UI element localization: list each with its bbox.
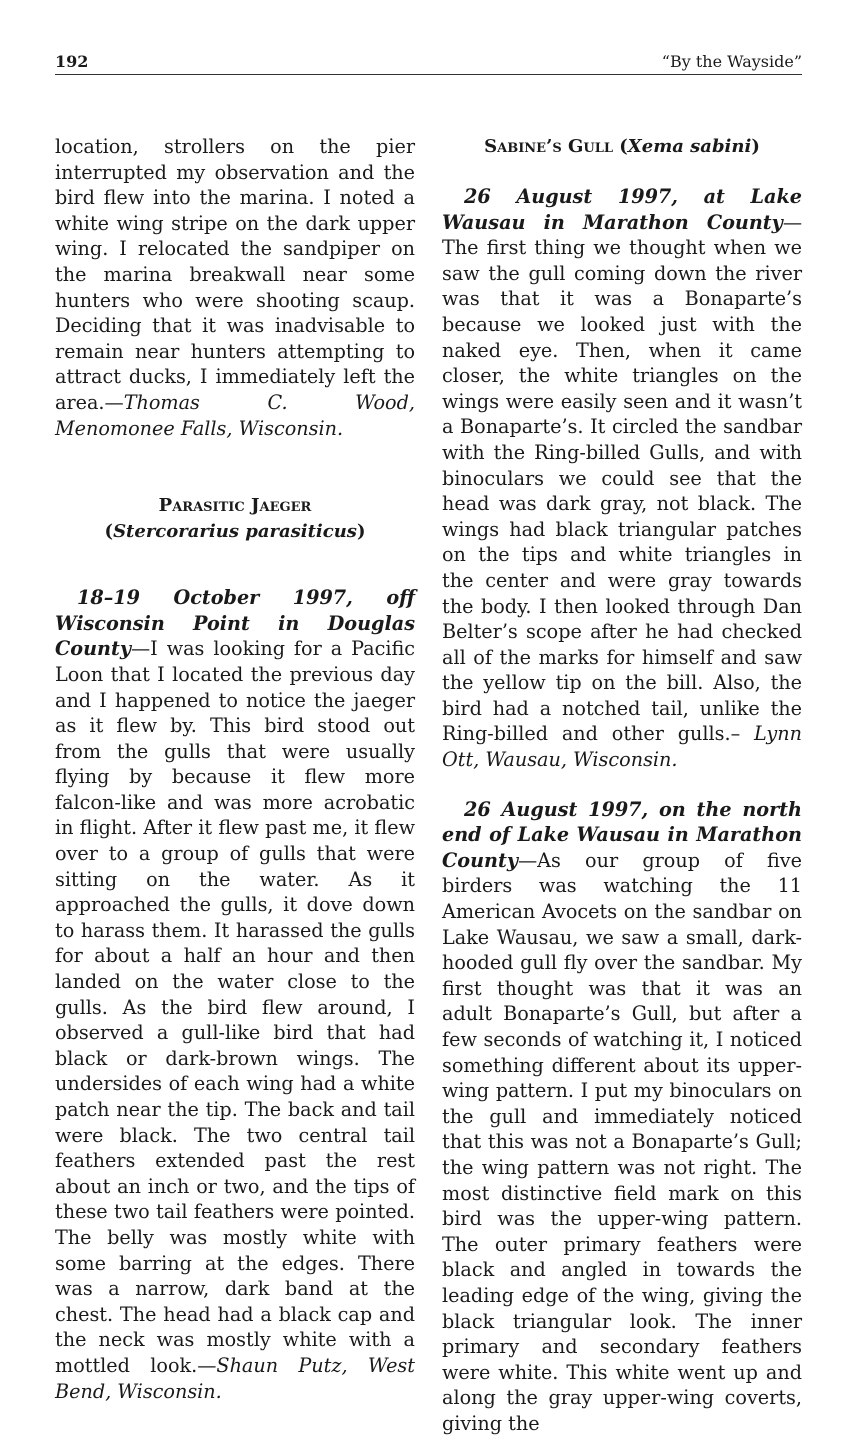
running-header	[55, 50, 802, 75]
entry-date-location: 26 August 1997, on the north end of Lake Wausau in Marathon County	[442, 797, 802, 872]
entry-dash: —	[130, 637, 151, 661]
right-column	[442, 134, 802, 1437]
entry-date-location: 18–19 October 1997, off Wisconsin Point in Douglas County	[55, 586, 415, 661]
entry-author: Lynn Ott, Wausau, Wisconsin.	[442, 722, 802, 772]
entry-author: Shaun Putz, West Bend, Wisconsin.	[55, 1353, 415, 1403]
entry-text: As our group of five birders was watching the 11 American Avocets on the sandbar on Lake Wausau, we saw a small, dark-hooded gull fly over the sandbar. My first thought was that it was an adult Bonaparte’s Gull, but after a few seconds of watching it, I noticed something different about its upper-wing pattern. I put my binoculars on the gull and immediately noticed that this was not a Bonaparte’s Gull; the wing pattern was not right. The most distinctive field mark on this bird was the upper-wing pattern. The outer primary feathers were black and angled in towards the leading edge of the wing, giving the black triangular look. The inner primary and secondary feathers were white. This white went up and along the gray upper-wing coverts, giving the	[442, 848, 802, 1435]
sabines-entry-2	[442, 797, 802, 1437]
species-heading-sabines-gull: Sabine’s Gull (Xema sabini)	[484, 136, 760, 157]
species-common-name: Sabine’s Gull	[484, 136, 613, 157]
species-scientific-name: Stercorarius parasiticus	[113, 521, 357, 543]
species-heading-jaeger: Parasitic Jaeger (Stercorarius parasiticus)	[55, 493, 415, 545]
entry-dash: —	[517, 848, 538, 872]
page-number: 192	[55, 52, 89, 71]
entry-text: The first thing we thought when we saw the gull coming down the river was that it was a Bonaparte’s because we looked just with the naked eye. Then, when it came closer, the white triangles on the wings were easily seen and it wasn’t a Bonaparte’s. It circled the sandbar with the Ring-billed Gulls, and with binoculars we could see that the head was dark gray, not black. The wings had black triangular patches on the tips and white triangles in the center and were gray towards the body. I then looked through Dan Belter’s scope after he had checked all of the marks for himself and saw the yellow tip on the bill. Also, the bird had a notched tail, unlike the Ring-billed and other gulls.–	[442, 236, 802, 746]
running-title: “By the Wayside”	[661, 52, 802, 71]
entry-text: I was looking for a Pacific Loon that I located the previous day and I happened to notice the jaeger as it flew by. This bird stood out from the gulls that were usually flying by because it flew more falcon-like and was more acrobatic in flight. After it flew past me, it flew over to a group of gulls that were sitting on the water. As it approached the gulls, it dove down to harass them. It harassed the gulls for about a half an hour and then landed on the water close to the gulls. As the bird flew around, I observed a gull-like bird that had black or dark-brown wings. The undersides of each wing had a white patch near the tip. The back and tail were black. The two central tail feathers extended past the rest about an inch or two, and the tips of these two tail feathers were pointed. The belly was mostly white with some barring at the edges. There was a narrow, dark band at the chest. The head had a black cap and the neck was mostly white with a mottled look.—	[55, 637, 415, 1377]
continued-paragraph	[55, 134, 415, 441]
entry-date-location: 26 August 1997, at Lake Wausau in Marathon County	[442, 185, 802, 234]
species-common-name: Parasitic Jaeger	[158, 495, 312, 517]
continued-text: location, strollers on the pier interrupted my observation and the bird flew into the marina. I noted a white wing stripe on the dark upper wing. I relocated the sandpiper on the marina breakwall near some hunters who were shooting scaup. Deciding that it was inadvisable to remain near hunters attempting to attract ducks, I immediately left the area.—	[55, 135, 415, 414]
entry-dash: —	[782, 210, 802, 234]
species-scientific-name: Xema sabini	[627, 136, 752, 157]
continued-author: Thomas C. Wood, Menomonee Falls, Wisconsin.	[55, 390, 415, 440]
jaeger-entry	[55, 585, 415, 1404]
sabines-entry-1	[442, 184, 802, 773]
left-column	[55, 134, 415, 1404]
